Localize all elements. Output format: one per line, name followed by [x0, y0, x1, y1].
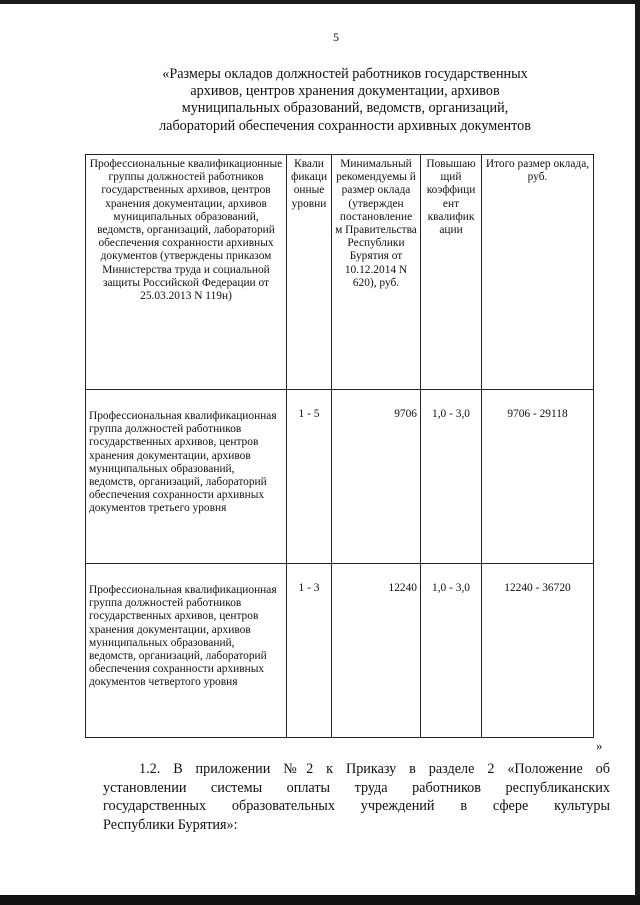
- closing-quote-mark: »: [596, 738, 603, 753]
- page-number: 5: [333, 30, 339, 44]
- cell-min-salary: 12240: [332, 564, 421, 738]
- cell-group: Профессиональная квалификационная группа должностей работников государственных архивов, центров хранения документации, архивов муниципальных образований, ведомств, организаций, лабораторий обеспечения сохранности архивных документов третьего уровня: [86, 390, 287, 564]
- cell-total: 9706 - 29118: [482, 390, 594, 564]
- title-line: муниципальных образований, ведомств, организаций,: [181, 100, 509, 117]
- header-group: Профессиональные квалификационные группы должностей работников государственных архивов, центров хранения документации, архивов муниципальных образований, ведомств, организаций, лабораторий обеспечения сохранности архивных документов (утверждены приказом Министерства труда и социальной защиты Российской Федерации от 25.03.2013 N 119н): [86, 155, 287, 390]
- paragraph-line: 1.2. В приложении №2 к Приказу в разделе 2 «Положение об: [139, 761, 610, 777]
- table-row: [86, 564, 594, 738]
- header-min-salary: Минимальный рекомендуемы й размер оклада (утвержден постановление м Правительства Республики Бурятия от 10.12.2014 N 620), руб.: [332, 155, 421, 390]
- header-coefficient: Повышаю щий коэффици ент квалифик ации: [421, 155, 482, 390]
- paragraph-line: установлении системы оплаты труда работников республиканских: [103, 779, 610, 796]
- cell-min-salary: 9706: [332, 390, 421, 564]
- salary-table: [85, 154, 594, 738]
- amendment-paragraph: [103, 760, 610, 834]
- title-line: «Размеры окладов должностей работников государственных: [162, 66, 528, 82]
- scan-edge-bottom: [0, 895, 640, 905]
- header-total: Итого размер оклада, руб.: [482, 155, 594, 390]
- cell-coefficient: 1,0 - 3,0: [421, 390, 482, 564]
- scan-edge-top: [0, 0, 640, 4]
- cell-levels: 1 - 3: [287, 564, 332, 738]
- header-levels: Квали фикаци онные уровни: [287, 155, 332, 390]
- title-line: лабораторий обеспечения сохранности архивных документов: [159, 117, 531, 134]
- table-row: [86, 390, 594, 564]
- cell-levels: 1 - 5: [287, 390, 332, 564]
- paragraph-line: Республики Бурятия»:: [103, 816, 238, 833]
- scan-edge-right: [635, 0, 640, 905]
- cell-total: 12240 - 36720: [482, 564, 594, 738]
- title-line: архивов, центров хранения документации, архивов: [190, 83, 500, 100]
- cell-coefficient: 1,0 - 3,0: [421, 564, 482, 738]
- cell-group: Профессиональная квалификационная группа должностей работников государственных архивов, центров хранения документации, архивов муниципальных образований, ведомств, организаций, лабораторий обеспечения сохранности архивных документов четвертого уровня: [86, 564, 287, 738]
- paragraph-line: государственных образовательных учреждений в сфере культуры: [103, 798, 610, 815]
- table-header-row: [86, 155, 594, 390]
- document-title: [100, 66, 590, 135]
